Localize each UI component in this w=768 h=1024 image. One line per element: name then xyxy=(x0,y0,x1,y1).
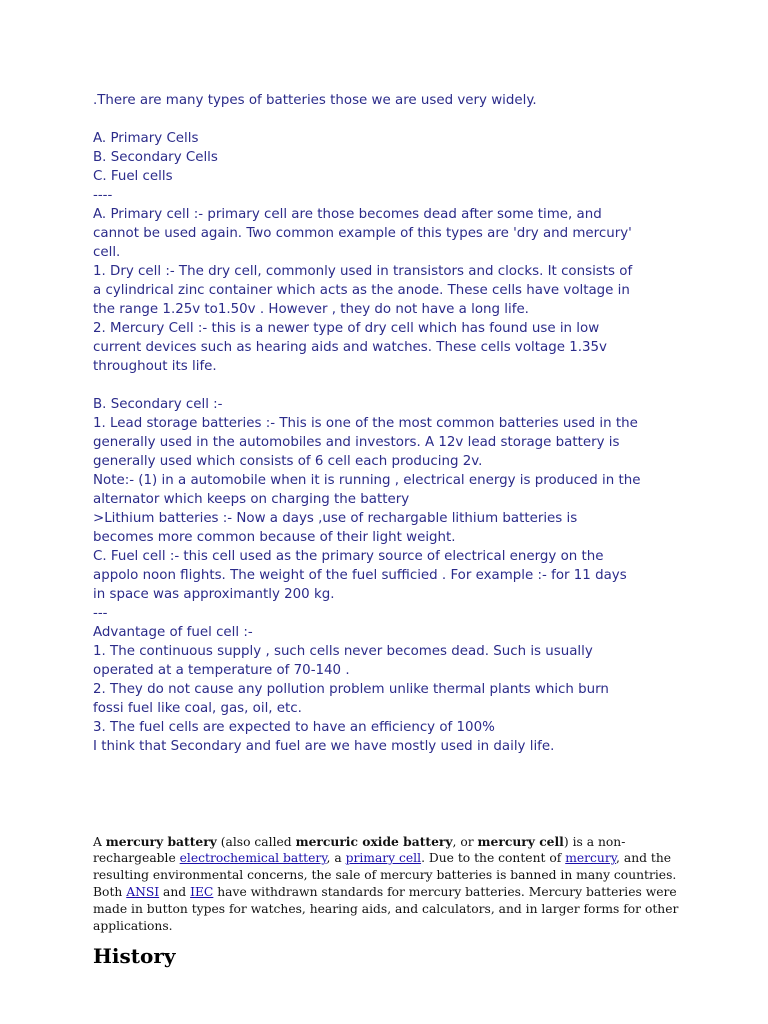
text-line: .There are many types of batteries those we are used very widely. xyxy=(93,93,537,108)
text-run: and xyxy=(159,885,191,899)
separator-line: --- xyxy=(93,606,108,621)
bold-term: mercury battery xyxy=(105,834,217,849)
text-line: cannot be used again. Two common example of this types are 'dry and mercury' xyxy=(93,226,632,241)
text-line: Advantage of fuel cell :- xyxy=(93,625,253,640)
text-line: in space was approximantly 200 kg. xyxy=(93,587,335,602)
bold-term: mercury cell xyxy=(477,834,564,849)
text-line: Note:- (1) in a automobile when it is running , electrical energy is produced in the xyxy=(93,473,641,488)
text-line: alternator which keeps on charging the battery xyxy=(93,492,410,507)
text-line: I think that Secondary and fuel are we have mostly used in daily life. xyxy=(93,739,555,754)
text-line: the range 1.25v to1.50v . However , they do not have a long life. xyxy=(93,302,529,317)
blank-line xyxy=(93,110,693,129)
text-run: , and the xyxy=(616,851,672,865)
text-line: cell. xyxy=(93,245,121,260)
paragraph-line: made in button types for watches, hearing aids, and calculators, and in larger forms for other xyxy=(93,902,679,916)
text-line: A. Primary Cells xyxy=(93,131,199,146)
text-run: . Due to the content of xyxy=(421,851,566,865)
text-line: C. Fuel cell :- this cell used as the primary source of electrical energy on the xyxy=(93,549,604,564)
text-line: operated at a temperature of 70-140 . xyxy=(93,663,350,678)
text-line: 2. They do not cause any pollution problem unlike thermal plants which burn xyxy=(93,682,609,697)
text-line: B. Secondary Cells xyxy=(93,150,218,165)
text-line: fossi fuel like coal, gas, oil, etc. xyxy=(93,701,302,716)
text-run: rechargeable xyxy=(93,851,180,865)
text-line: 2. Mercury Cell :- this is a newer type of dry cell which has found use in low xyxy=(93,321,600,336)
electrochemical-battery-link[interactable]: electrochemical battery xyxy=(179,851,327,865)
text-run: , a xyxy=(326,851,346,865)
text-run: A xyxy=(93,835,106,849)
blank-line xyxy=(93,376,693,395)
paragraph-line: applications. xyxy=(93,919,173,933)
text-line: a cylindrical zinc container which acts as the anode. These cells have voltage in xyxy=(93,283,630,298)
paragraph-line xyxy=(93,833,693,850)
text-line: generally used which consists of 6 cell each producing 2v. xyxy=(93,454,483,469)
bold-term: mercuric oxide battery xyxy=(295,834,453,849)
ansi-link[interactable]: ANSI xyxy=(126,885,160,899)
battery-types-text xyxy=(93,91,693,756)
text-line: 1. The continuous supply , such cells never becomes dead. Such is usually xyxy=(93,644,593,659)
text-line: 1. Lead storage batteries :- This is one of the most common batteries used in the xyxy=(93,416,638,431)
text-run: ) is a non- xyxy=(563,835,626,849)
text-line: appolo noon flights. The weight of the fuel sufficied . For example :- for 11 days xyxy=(93,568,627,583)
text-line: A. Primary cell :- primary cell are those becomes dead after some time, and xyxy=(93,207,602,222)
primary-cell-link[interactable]: primary cell xyxy=(345,851,422,865)
text-run: Both xyxy=(93,885,127,899)
text-line: >Lithium batteries :- Now a days ,use of rechargable lithium batteries is xyxy=(93,511,578,526)
text-line: C. Fuel cells xyxy=(93,169,173,184)
text-line: B. Secondary cell :- xyxy=(93,397,223,412)
text-line: becomes more common because of their light weight. xyxy=(93,530,456,545)
paragraph-line xyxy=(93,884,693,901)
mercury-battery-paragraph xyxy=(93,833,693,935)
history-heading: History xyxy=(93,944,176,968)
text-run: , or xyxy=(452,835,478,849)
text-run: (also called xyxy=(216,835,296,849)
mercury-link[interactable]: mercury xyxy=(565,851,617,865)
text-line: generally used in the automobiles and investors. A 12v lead storage battery is xyxy=(93,435,620,450)
text-line: throughout its life. xyxy=(93,359,217,374)
text-run: have withdrawn standards for mercury batteries. Mercury batteries were xyxy=(213,885,677,899)
text-line: 1. Dry cell :- The dry cell, commonly used in transistors and clocks. It consists of xyxy=(93,264,633,279)
paragraph-line xyxy=(93,850,693,867)
separator-line: ---- xyxy=(93,188,113,203)
text-line: 3. The fuel cells are expected to have an efficiency of 100% xyxy=(93,720,495,735)
text-line: current devices such as hearing aids and watches. These cells voltage 1.35v xyxy=(93,340,607,355)
iec-link[interactable]: IEC xyxy=(190,885,214,899)
paragraph-line: resulting environmental concerns, the sale of mercury batteries is banned in many countries. xyxy=(93,868,677,882)
